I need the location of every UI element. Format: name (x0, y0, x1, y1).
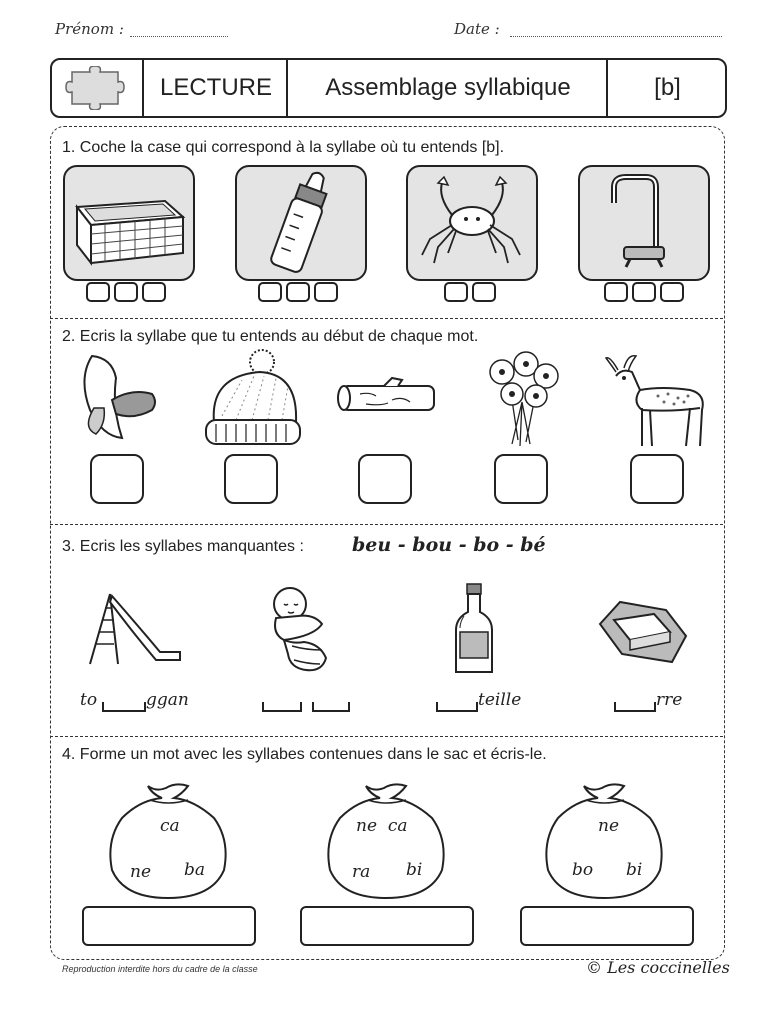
prenom-label: Prénom : (55, 20, 124, 38)
word-suffix: ggan (146, 690, 189, 710)
q1-checkbox-group (444, 282, 496, 302)
bag-syllable: ca (160, 816, 180, 836)
title-bar (50, 58, 727, 118)
fill-in-blank[interactable] (102, 702, 146, 712)
puzzle-icon (52, 60, 142, 116)
crab-icon (408, 167, 536, 279)
word-suffix: teille (478, 690, 522, 710)
bathtub-picture (63, 165, 195, 281)
q3-prompt: 3. Ecris les syllabes manquantes : (62, 538, 304, 555)
bag-syllable: bi (406, 860, 423, 880)
fill-in-blank[interactable] (262, 702, 302, 712)
crab-picture (406, 165, 538, 281)
bag-syllable: bo (572, 860, 594, 880)
section-divider (50, 524, 723, 525)
bag-syllable: bi (626, 860, 643, 880)
word-prefix: to (80, 690, 98, 710)
bottle-icon (452, 582, 496, 676)
syllable-checkbox[interactable] (632, 282, 656, 302)
q2-prompt: 2. Ecris la syllabe que tu entends au début de chaque mot. (62, 328, 479, 345)
brand-logo: © Les coccinelles (586, 958, 730, 977)
bag-icon (540, 778, 670, 902)
bag-syllable: ra (352, 862, 371, 882)
subject-title: LECTURE (142, 60, 288, 116)
faucet-picture (578, 165, 710, 281)
q2-answer-box[interactable] (358, 454, 412, 504)
q4-answer-box[interactable] (520, 906, 694, 946)
butter-icon (594, 596, 692, 668)
syllable-checkbox[interactable] (444, 282, 468, 302)
q1-checkbox-group (604, 282, 684, 302)
q1-checkbox-group (86, 282, 166, 302)
q2-answer-box[interactable] (224, 454, 278, 504)
banana-icon (72, 348, 162, 444)
fill-in-blank[interactable] (614, 702, 656, 712)
bathtub-icon (65, 167, 193, 279)
bag-syllable: ne (130, 862, 152, 882)
syllable-checkbox[interactable] (286, 282, 310, 302)
prenom-line[interactable] (130, 36, 228, 37)
log-icon (336, 376, 442, 416)
q2-answer-box[interactable] (90, 454, 144, 504)
q1-checkbox-group (258, 282, 338, 302)
faucet-icon (580, 167, 708, 279)
fawn-icon (602, 346, 716, 450)
date-line[interactable] (510, 36, 722, 37)
syllable-bank: beu - bou - bo - bé (352, 534, 546, 556)
syllable-checkbox[interactable] (114, 282, 138, 302)
syllable-checkbox[interactable] (142, 282, 166, 302)
baby-bottle-icon (237, 167, 365, 279)
fill-in-blank[interactable] (312, 702, 350, 712)
sound-title: [b] (606, 60, 727, 116)
section-divider (50, 318, 723, 319)
bag-icon (322, 778, 452, 902)
q4-answer-box[interactable] (300, 906, 474, 946)
section-divider (50, 736, 723, 737)
bag-syllable: ba (184, 860, 206, 880)
q2-answer-box[interactable] (494, 454, 548, 504)
bag-icon (104, 778, 234, 902)
footer-copyright-notice: Reproduction interdite hors du cadre de la classe (62, 964, 258, 974)
bag-syllable: ne ca (356, 816, 408, 836)
q2-answer-box[interactable] (630, 454, 684, 504)
date-label: Date : (454, 20, 500, 38)
syllable-checkbox[interactable] (660, 282, 684, 302)
q1-prompt: 1. Coche la case qui correspond à la syllabe où tu entends [b]. (62, 139, 505, 156)
syllable-checkbox[interactable] (604, 282, 628, 302)
syllable-bag (104, 778, 234, 902)
q4-answer-box[interactable] (82, 906, 256, 946)
bag-syllable: ne (598, 816, 620, 836)
fill-in-blank[interactable] (436, 702, 478, 712)
slide-icon (84, 588, 184, 668)
syllable-checkbox[interactable] (258, 282, 282, 302)
syllable-bag (322, 778, 452, 902)
bonnet-icon (202, 346, 304, 450)
syllable-bag (540, 778, 670, 902)
bouquet-icon (482, 350, 566, 448)
topic-title: Assemblage syllabique (286, 60, 608, 116)
baby-bottle-picture (235, 165, 367, 281)
word-suffix: rre (656, 690, 683, 710)
q4-prompt: 4. Forme un mot avec les syllabes contenues dans le sac et écris-le. (62, 746, 547, 763)
baby-icon (264, 584, 340, 674)
syllable-checkbox[interactable] (86, 282, 110, 302)
syllable-checkbox[interactable] (314, 282, 338, 302)
syllable-checkbox[interactable] (472, 282, 496, 302)
